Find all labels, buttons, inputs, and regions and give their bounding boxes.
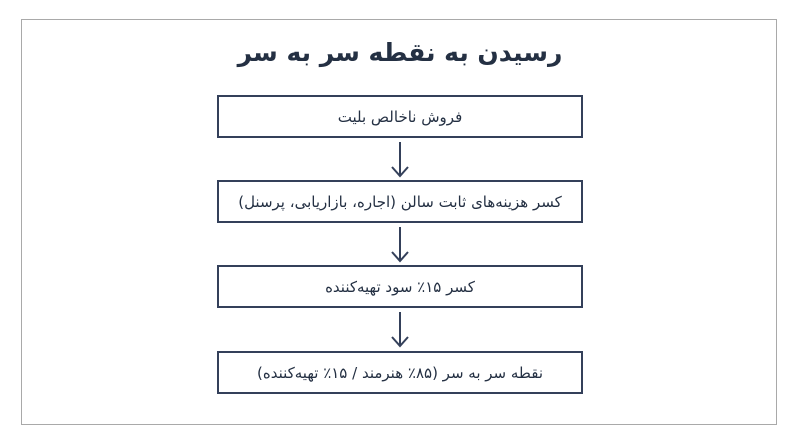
step-label: فروش ناخالص بلیت — [337, 107, 463, 126]
step-box-gross-ticket-sales — [217, 95, 583, 138]
step-label: کسر ۱۵٪ سود تهیه‌کننده — [325, 277, 475, 296]
down-arrow-icon — [388, 138, 412, 180]
step-label: نقطه سر به سر (۸۵٪ هنرمند / ۱۵٪ تهیه‌کننده) — [256, 363, 544, 382]
step-label: کسر هزینه‌های ثابت سالن (اجاره، بازاریابی، پرسنل) — [238, 192, 562, 211]
step-box-break-even — [217, 351, 583, 394]
down-arrow-icon — [388, 223, 412, 265]
step-box-fixed-costs — [217, 180, 583, 223]
diagram-title: رسیدن به نقطه سر به سر — [237, 38, 563, 67]
down-arrow-icon — [388, 308, 412, 350]
step-box-producer-profit — [217, 265, 583, 308]
